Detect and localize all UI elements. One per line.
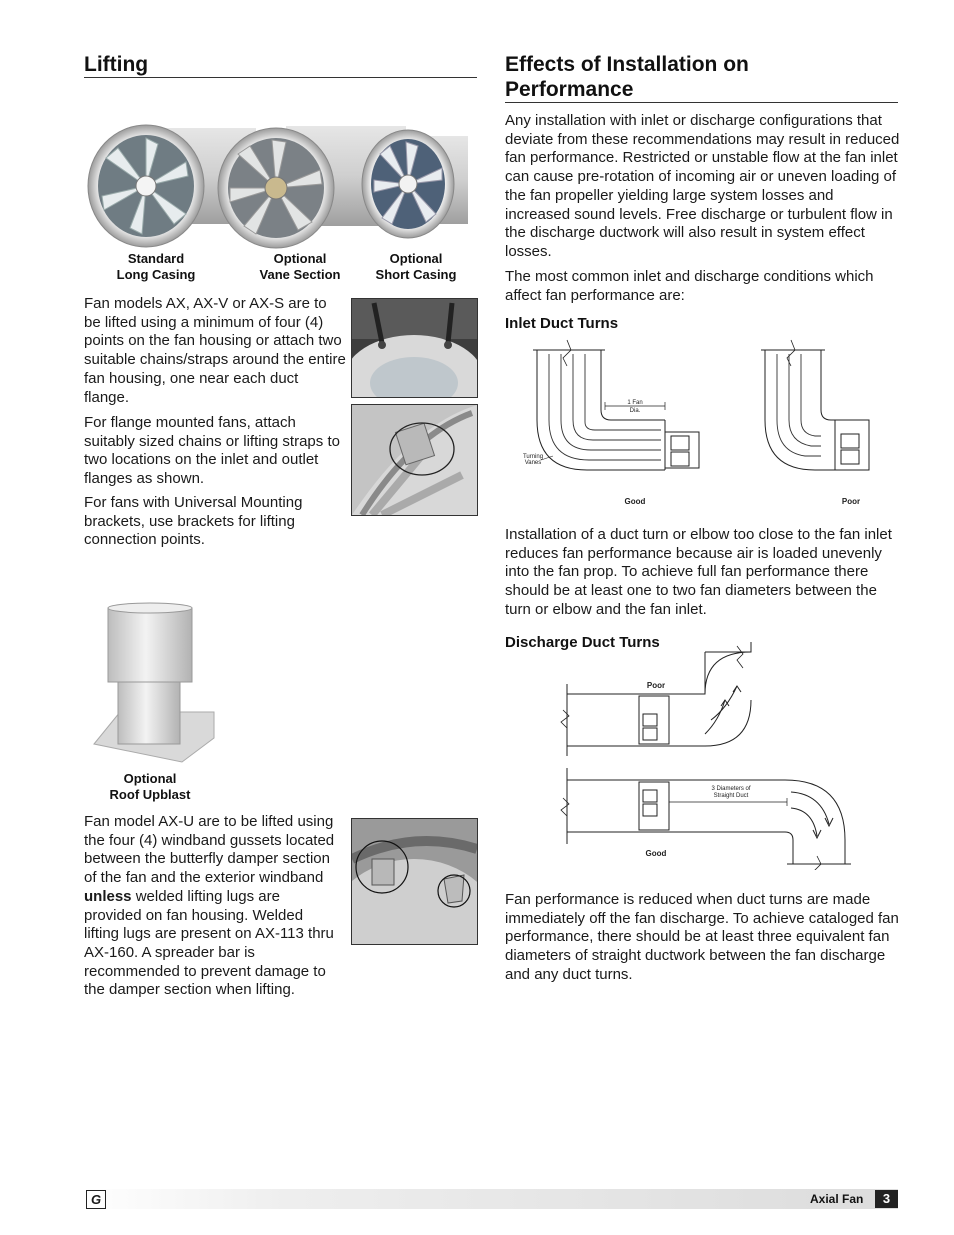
page-number: 3 xyxy=(875,1190,898,1208)
flange-lifting-photo xyxy=(351,404,478,516)
turning-vanes-label-line2: Vanes xyxy=(524,460,542,466)
company-logo: G xyxy=(86,1190,106,1209)
caption-line: Long Casing xyxy=(116,267,196,282)
footer-bar xyxy=(84,1189,898,1209)
inlet-dim-label-line2: Dia. xyxy=(629,408,641,414)
inlet-poor-label: Poor xyxy=(841,497,861,506)
para4-text-b: welded lifting lugs are provided on fan housing. Welded lifting lugs are present on AX-113 thru AX-160. A spreader bar is recommended to prevent damage to the damper section when lifting. xyxy=(84,887,334,999)
chain-lifting-photo xyxy=(351,298,478,398)
common-conditions-paragraph: The most common inlet and discharge conditions which affect fan performance are: xyxy=(505,268,874,304)
discharge-dim-label-line1: 3 Diameters of xyxy=(711,786,751,792)
caption-line: Vane Section xyxy=(259,267,341,282)
caption-line: Optional xyxy=(273,251,327,266)
discharge-dim-label-line2: Straight Duct xyxy=(713,793,749,799)
para4-bold-unless: unless xyxy=(84,887,132,905)
caption-line: Optional xyxy=(389,251,443,266)
caption-line: Standard xyxy=(127,251,185,266)
caption-optional-short-casing xyxy=(360,251,472,283)
effects-heading-line2: Performance xyxy=(505,78,634,101)
turning-vanes-label-line1: Turning xyxy=(522,454,544,460)
lifting-paragraph-1: Fan models AX, AX-V or AX-S are to be lifted using a minimum of four (4) points on the fan housing or attach two suitable chains/straps around the entire fan housing, one near each duct flange. xyxy=(84,295,346,406)
caption-line: Short Casing xyxy=(375,267,457,282)
discharge-explanation-paragraph: Fan performance is reduced when duct turns are made immediately off the fan discharge. To achieve cataloged fan performance, there should be at least three equivalent fan diameters of straight ductwork between the fan discharge and any duct turns. xyxy=(505,891,899,983)
discharge-poor-label: Poor xyxy=(646,681,666,690)
effects-heading xyxy=(505,52,898,102)
inlet-explanation-paragraph: Installation of a duct turn or elbow too close to the fan inlet reduces fan performance because air is loaded unevenly into the fan prop. To achieve full fan performance there should be at least one to two fan diameters between the turn or elbow and the fan inlet. xyxy=(505,526,892,618)
effects-rule xyxy=(505,102,898,103)
lifting-heading: Lifting xyxy=(84,53,149,76)
caption-line: Optional xyxy=(123,771,177,786)
fan-models-photo xyxy=(86,122,478,250)
inlet-good-label: Good xyxy=(624,497,646,506)
roof-upblast-photo xyxy=(92,602,216,770)
footer-product-label: Axial Fan xyxy=(810,1192,864,1206)
caption-standard-long-casing xyxy=(100,251,212,283)
discharge-duct-turns-heading: Discharge Duct Turns xyxy=(505,634,660,651)
discharge-duct-turns-diagram xyxy=(555,640,865,870)
lifting-paragraph-3: For fans with Universal Mounting brackets, use brackets for lifting connection points. xyxy=(84,494,303,549)
effects-heading-line1: Effects of Installation on xyxy=(505,53,749,76)
lifting-paragraph-2: For flange mounted fans, attach suitably sized chains or lifting straps to two locations on the inlet and outlet flanges as shown. xyxy=(84,414,340,488)
lifting-paragraph-4 xyxy=(84,813,338,1000)
inlet-duct-turns-heading: Inlet Duct Turns xyxy=(505,315,619,332)
windband-gusset-photo xyxy=(351,818,478,945)
para4-text-a: Fan model AX-U are to be lifted using the four (4) windband gussets located between the butterfly damper section of the fan and the exterior windband xyxy=(84,813,335,887)
caption-roof-upblast xyxy=(95,771,205,803)
lifting-rule xyxy=(84,77,477,78)
caption-optional-vane-section xyxy=(244,251,356,283)
effects-intro-paragraph: Any installation with inlet or discharge configurations that deviate from these recommendations may result in reduced fan performance. Restricted or unstable flow at the fan inlet can cause pre-rotation of incoming air or uneven loading of the fan propeller yielding large system losses and increased sound levels. Free discharge or turbulent flow in the discharge ductwork will also result in system effect losses. xyxy=(505,112,900,260)
inlet-dim-label-line1: 1 Fan xyxy=(627,400,643,406)
caption-line: Roof Upblast xyxy=(109,787,191,802)
inlet-duct-turns-diagram xyxy=(505,336,895,510)
discharge-good-label: Good xyxy=(645,849,667,858)
